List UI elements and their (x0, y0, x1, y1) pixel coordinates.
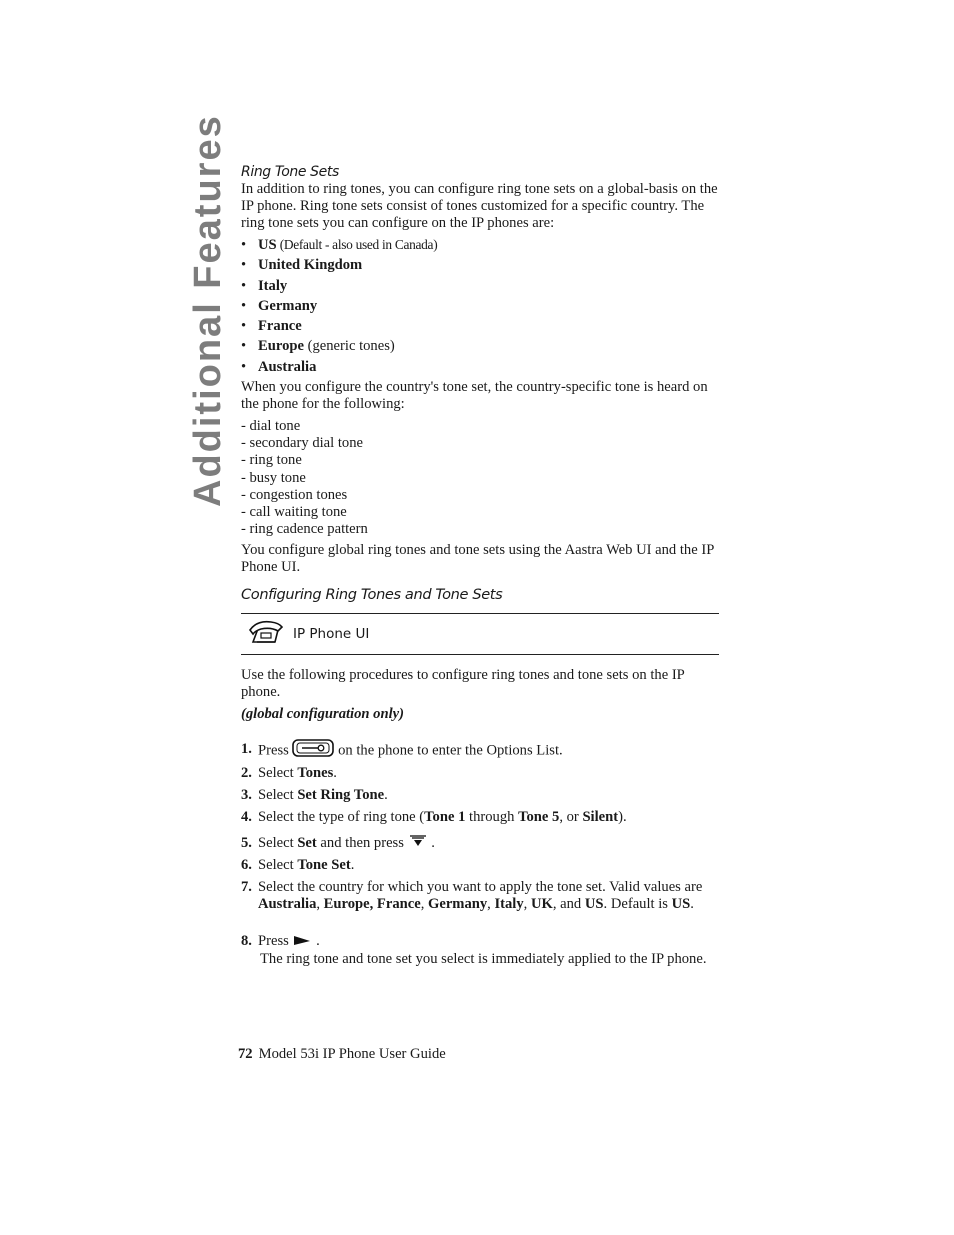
followup-paragraph: When you configure the country's tone set, the country-specific tone is heard on the phone for the following: (241, 379, 708, 413)
step-1: 1. Press on the phone to enter the Options List. (241, 739, 719, 763)
ip-phone-ui-banner (241, 613, 719, 655)
page-footer (238, 1046, 446, 1063)
list-item: - dial tone (241, 418, 301, 435)
country-list (241, 235, 719, 377)
list-item: - secondary dial tone (241, 435, 363, 452)
tone-list (241, 418, 719, 538)
list-item: - busy tone (241, 469, 306, 486)
closing-paragraph: You configure global ring tones and tone sets using the Aastra Web UI and the IP Phone UI. (241, 542, 714, 576)
page-number: 72 (238, 1046, 253, 1062)
intro-paragraph: In addition to ring tones, you can configure ring tone sets on a global-basis on the IP phone. Ring tone sets consist of tones customized for a specific country. The ring tone sets you can configure on the IP phones are: (241, 181, 718, 231)
step-4: 4. Select the type of ring tone (Tone 1 through Tone 5, or Silent). (241, 809, 627, 826)
section-heading-ring-tone-sets: Ring Tone Sets (241, 164, 339, 180)
step-5: 5. Select Set and then press . (241, 833, 719, 855)
side-title: Additional Features (187, 114, 229, 507)
list-item: • France (241, 316, 719, 336)
list-item: - call waiting tone (241, 504, 347, 521)
page-content (241, 164, 719, 967)
list-item: - ring cadence pattern (241, 521, 368, 538)
down-arrow-key-icon (408, 834, 428, 854)
step-8: 8. Press . The ring tone and tone set you select is immediately applied to the IP phone. (241, 933, 719, 967)
list-item: • United Kingdom (241, 255, 719, 275)
phone-handset-icon (249, 620, 285, 653)
procedure-steps (241, 739, 719, 967)
options-key-icon (292, 739, 334, 763)
step-2: 2. Select Tones. (241, 765, 337, 782)
list-item: • Italy (241, 276, 719, 296)
list-item: • Germany (241, 296, 719, 316)
step-6: 6. Select Tone Set. (241, 857, 355, 874)
right-arrow-key-icon (292, 934, 312, 950)
list-item: - congestion tones (241, 486, 348, 503)
step-8-result: The ring tone and tone set you select is immediately applied to the IP phone. (260, 951, 707, 968)
list-item: • Australia (241, 357, 719, 377)
ip-phone-ui-label: IP Phone UI (293, 626, 370, 643)
list-item: • US (Default - also used in Canada) (241, 235, 719, 255)
section-heading-configuring: Configuring Ring Tones and Tone Sets (241, 586, 503, 604)
procedure-intro: Use the following procedures to configure ring tones and tone sets on the IP phone. (241, 667, 685, 701)
list-item: - ring tone (241, 452, 302, 469)
list-item: • Europe (generic tones) (241, 336, 719, 356)
guide-title: Model 53i IP Phone User Guide (258, 1046, 446, 1062)
step-3: 3. Select Set Ring Tone. (241, 787, 388, 804)
step-7: 7. Select the country for which you want to apply the tone set. Valid values are Australia, Europe, France, Germany, Italy, UK, and US. Default is US. (241, 879, 703, 912)
scope-note: (global configuration only) (241, 706, 404, 723)
